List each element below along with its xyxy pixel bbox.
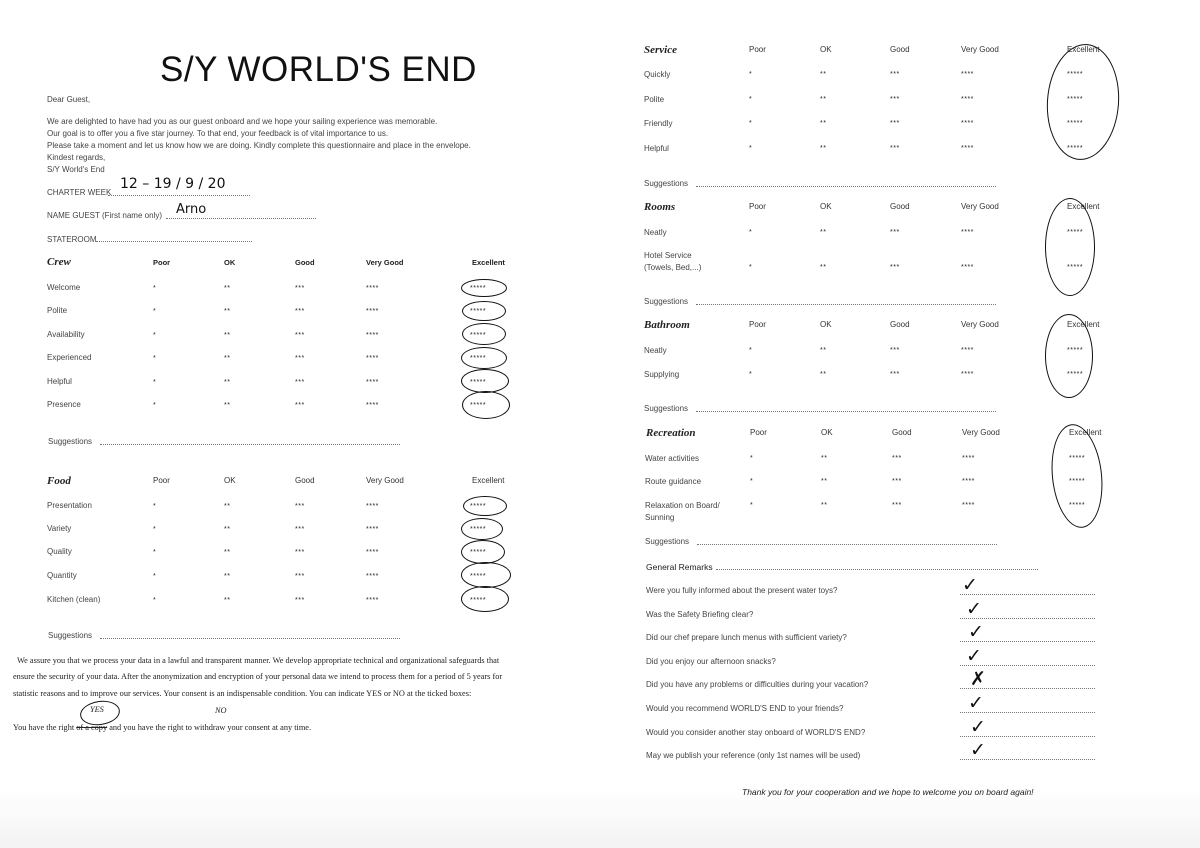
rating-option[interactable]: ****	[961, 120, 974, 127]
rating-option[interactable]: **	[820, 229, 827, 236]
remark-question: Would you recommend WORLD'S END to your friends?	[646, 704, 844, 713]
rating-option[interactable]: ****	[366, 597, 379, 604]
rating-circle	[463, 496, 507, 516]
suggestions-label: Suggestions	[48, 631, 93, 640]
rating-option[interactable]: **	[821, 478, 828, 485]
remark-question: Would you consider another stay onboard of WORLD'S END?	[646, 727, 866, 737]
section-title: Crew	[47, 256, 71, 268]
column-excellent: Excellent	[1067, 320, 1100, 329]
rating-option[interactable]: ***	[295, 503, 305, 510]
thank-you-note: Thank you for your cooperation and we hope to welcome you on board again!	[742, 787, 1034, 797]
rating-option[interactable]: ***	[295, 402, 305, 409]
consent-yes[interactable]: YES	[90, 705, 104, 714]
check-mark-icon[interactable]: ✓	[966, 597, 982, 620]
rating-option[interactable]: *****	[1067, 145, 1084, 152]
rating-option[interactable]: *****	[1069, 502, 1086, 509]
name-label: NAME GUEST (First name only)	[47, 211, 162, 220]
suggestions-label: Suggestions	[48, 437, 93, 446]
rating-option[interactable]: **	[820, 71, 827, 78]
rating-circle	[462, 323, 506, 345]
rating-option[interactable]: ***	[295, 332, 305, 339]
rating-option[interactable]: ***	[890, 96, 900, 103]
row-label: Quantity	[47, 571, 77, 580]
cross-mark-icon[interactable]: ✗	[970, 668, 986, 691]
column-very-good: Very Good	[366, 476, 404, 485]
rating-option[interactable]: **	[224, 355, 231, 362]
rating-circle	[461, 347, 507, 369]
privacy-withdraw: and you have the right to withdraw your consent at any time.	[109, 723, 312, 732]
rating-option[interactable]: ****	[962, 478, 975, 485]
rating-option[interactable]: ***	[890, 120, 900, 127]
rating-option[interactable]: **	[224, 503, 231, 510]
rating-option[interactable]: *	[153, 308, 157, 315]
row-label: Supplying	[644, 370, 680, 379]
rating-option[interactable]: *	[153, 573, 157, 580]
rating-option[interactable]: ****	[366, 308, 379, 315]
rating-option[interactable]: ****	[962, 502, 975, 509]
rating-option[interactable]: ****	[366, 503, 379, 510]
rating-option[interactable]: ***	[890, 347, 900, 354]
rating-option[interactable]: *	[749, 120, 753, 127]
rating-option[interactable]: *****	[470, 355, 487, 362]
row-label: Neatly	[644, 346, 667, 355]
name-line	[166, 218, 316, 219]
rating-option[interactable]: **	[820, 264, 827, 271]
rating-option[interactable]: *****	[1069, 478, 1086, 485]
section-title: Food	[47, 475, 71, 487]
rating-option[interactable]: *****	[470, 379, 487, 386]
column-ok: OK	[820, 202, 832, 211]
rating-circle	[462, 301, 506, 321]
row-label: (Towels, Bed,...)	[644, 263, 702, 272]
suggestions-label: Suggestions	[644, 404, 689, 413]
column-ok: OK	[820, 45, 832, 54]
rating-option[interactable]: **	[224, 379, 231, 386]
rating-option[interactable]: *****	[470, 402, 487, 409]
remark-question: May we publish your reference (only 1st names will be used)	[646, 751, 861, 761]
rating-option[interactable]: *	[749, 145, 753, 152]
remark-question: Were you fully informed about the present water toys?	[646, 586, 838, 595]
rating-option[interactable]: *****	[470, 573, 487, 580]
rating-option[interactable]: **	[224, 308, 231, 315]
row-label: Experienced	[47, 353, 92, 362]
column-ok: OK	[821, 428, 833, 437]
rating-option[interactable]: ***	[295, 549, 305, 556]
rating-option[interactable]: *	[153, 355, 157, 362]
rating-circle	[461, 586, 509, 612]
intro-line: S/Y World's End	[47, 165, 105, 174]
rating-option[interactable]: *	[153, 549, 157, 556]
rating-option[interactable]: **	[820, 96, 827, 103]
row-label: Friendly	[644, 119, 673, 128]
column-very-good: Very Good	[961, 45, 999, 54]
general-remarks-line	[716, 569, 1038, 570]
check-mark-icon[interactable]: ✓	[962, 574, 978, 596]
column-poor: Poor	[153, 476, 170, 485]
rating-option[interactable]: **	[820, 347, 827, 354]
greeting: Dear Guest,	[47, 95, 91, 104]
row-label: Polite	[644, 95, 665, 104]
rating-option[interactable]: ***	[890, 229, 900, 236]
rating-option[interactable]: *	[750, 478, 754, 485]
rating-option[interactable]: **	[224, 573, 231, 580]
rating-option[interactable]: *	[750, 502, 754, 509]
rating-option[interactable]: ***	[892, 478, 902, 485]
intro-line: Our goal is to offer you a five star journey. To that end, your feedback is of vital importance to us.	[47, 129, 389, 138]
rating-option[interactable]: ****	[366, 526, 379, 533]
rating-option[interactable]: **	[224, 597, 231, 604]
row-label: Welcome	[47, 283, 81, 292]
remark-question: Did our chef prepare lunch menus with sufficient variety?	[646, 633, 847, 643]
column-good: Good	[890, 45, 910, 54]
rating-option[interactable]: *****	[470, 308, 487, 315]
remark-answer-line	[960, 594, 1095, 595]
rating-option[interactable]: ****	[961, 71, 974, 78]
column-excellent: Excellent	[1067, 45, 1100, 54]
rating-option[interactable]: ***	[890, 145, 900, 152]
rating-option[interactable]: *	[153, 332, 157, 339]
column-excellent: Excellent	[472, 258, 505, 267]
rating-option[interactable]: **	[820, 371, 827, 378]
rating-option[interactable]: **	[820, 120, 827, 127]
rating-circle	[461, 369, 509, 393]
rating-option[interactable]: *****	[470, 526, 487, 533]
rating-option[interactable]: **	[821, 455, 828, 462]
rating-option[interactable]: ****	[366, 379, 379, 386]
column-good: Good	[892, 428, 912, 437]
rating-option[interactable]: ****	[962, 455, 975, 462]
page-title: S/Y WORLD'S END	[160, 50, 477, 89]
row-label: Variety	[47, 524, 72, 533]
rating-option[interactable]: *	[749, 71, 753, 78]
intro-line: We are delighted to have had you as our guest onboard and we hope your sailing experience was memorable.	[47, 117, 438, 126]
rating-circle	[1047, 422, 1108, 531]
rating-option[interactable]: ****	[961, 145, 974, 152]
privacy-line: ensure the security of your data. After the anonymization and encryption of your personal data we intend to process them for a period of 5 years for	[13, 672, 503, 681]
intro-line: Please take a moment and let us know how we are doing. Kindly complete this questionnaire and place in the envelope.	[47, 141, 471, 150]
rating-option[interactable]: **	[224, 549, 231, 556]
suggestions-line	[696, 411, 996, 412]
rating-option[interactable]: *****	[470, 285, 487, 292]
row-label: Presentation	[47, 501, 92, 510]
row-label: Neatly	[644, 228, 667, 237]
column-poor: Poor	[749, 45, 766, 54]
row-label: Quickly	[644, 70, 671, 79]
rating-option[interactable]: *****	[470, 549, 487, 556]
row-label: Sunning	[645, 513, 675, 522]
section-title: Service	[644, 44, 677, 56]
rating-circle	[1045, 198, 1095, 296]
column-excellent: Excellent	[1069, 428, 1102, 437]
rating-option[interactable]: ****	[961, 229, 974, 236]
rating-option[interactable]: *	[749, 347, 753, 354]
column-ok: OK	[224, 258, 236, 267]
section-title: Rooms	[644, 201, 676, 213]
rating-option[interactable]: ****	[961, 371, 974, 378]
row-label: Helpful	[47, 377, 72, 386]
check-mark-icon[interactable]: ✓	[970, 715, 986, 738]
section-title: Bathroom	[644, 319, 690, 331]
stateroom-label: STATEROOM	[47, 235, 97, 244]
column-excellent: Excellent	[472, 476, 505, 485]
rating-option[interactable]: *	[153, 402, 157, 409]
rating-option[interactable]: **	[224, 285, 231, 292]
column-poor: Poor	[749, 320, 766, 329]
privacy-last-line	[13, 723, 311, 732]
rating-option[interactable]: ****	[961, 96, 974, 103]
row-label: Hotel Service	[644, 251, 692, 260]
column-good: Good	[295, 258, 315, 267]
charter-week-line	[108, 195, 250, 196]
rating-option[interactable]: ****	[961, 347, 974, 354]
charter-week-label: CHARTER WEEK	[47, 188, 112, 197]
suggestions-line	[100, 444, 400, 445]
rating-option[interactable]: *	[750, 455, 754, 462]
rating-option[interactable]: ***	[295, 573, 305, 580]
rating-option[interactable]: *****	[1067, 371, 1084, 378]
remark-question: Did you have any problems or difficulties during your vacation?	[646, 680, 869, 690]
column-good: Good	[295, 476, 315, 485]
rating-option[interactable]: *	[153, 285, 157, 292]
remark-question: Did you enjoy our afternoon snacks?	[646, 656, 776, 666]
rating-option[interactable]: ***	[295, 355, 305, 362]
remark-question: Was the Safety Briefing clear?	[646, 609, 754, 619]
rating-option[interactable]: *****	[470, 503, 487, 510]
column-poor: Poor	[750, 428, 767, 437]
rating-option[interactable]: ****	[961, 264, 974, 271]
rating-option[interactable]: *	[153, 379, 157, 386]
rating-option[interactable]: *	[749, 264, 753, 271]
rating-option[interactable]: **	[820, 145, 827, 152]
rating-option[interactable]: ****	[366, 285, 379, 292]
column-good: Good	[890, 202, 910, 211]
rating-option[interactable]: *****	[1067, 229, 1084, 236]
rating-option[interactable]: ****	[366, 332, 379, 339]
rating-option[interactable]: **	[224, 526, 231, 533]
rating-option[interactable]: ****	[366, 355, 379, 362]
suggestions-label: Suggestions	[644, 297, 689, 306]
rating-option[interactable]: ***	[295, 597, 305, 604]
privacy-right: You have the right	[13, 723, 75, 732]
check-mark-icon[interactable]: ✓	[968, 692, 984, 714]
rating-option[interactable]: *****	[1067, 264, 1084, 271]
intro-line: Kindest regards,	[47, 153, 106, 162]
rating-option[interactable]: *	[749, 96, 753, 103]
column-poor: Poor	[749, 202, 766, 211]
rating-circle	[462, 391, 510, 419]
rating-circle	[461, 518, 503, 540]
rating-option[interactable]: ****	[366, 402, 379, 409]
suggestions-line	[696, 304, 996, 305]
row-label: Presence	[47, 400, 81, 409]
rating-option[interactable]: ***	[295, 526, 305, 533]
row-label: Polite	[47, 306, 68, 315]
row-label: Helpful	[644, 144, 669, 153]
rating-option[interactable]: *	[153, 503, 157, 510]
rating-option[interactable]: **	[224, 402, 231, 409]
rating-option[interactable]: ***	[295, 308, 305, 315]
rating-option[interactable]: ***	[892, 502, 902, 509]
rating-option[interactable]: **	[821, 502, 828, 509]
suggestions-label: Suggestions	[645, 537, 690, 546]
row-label: Availability	[47, 330, 85, 339]
general-remarks-title: General Remarks	[646, 562, 713, 572]
rating-option[interactable]: *****	[470, 332, 487, 339]
row-label: Water activities	[645, 454, 699, 463]
column-very-good: Very Good	[961, 202, 999, 211]
consent-no[interactable]: NO	[215, 706, 227, 715]
column-poor: Poor	[153, 258, 171, 267]
rating-option[interactable]: ***	[890, 371, 900, 378]
column-ok: OK	[820, 320, 832, 329]
rating-option[interactable]: ***	[295, 379, 305, 386]
privacy-copy: of a copy	[76, 723, 108, 732]
rating-option[interactable]: ***	[890, 264, 900, 271]
name-value[interactable]: Arno	[176, 202, 207, 217]
rating-option[interactable]: *****	[1069, 455, 1086, 462]
rating-option[interactable]: ***	[890, 71, 900, 78]
rating-option[interactable]: ***	[892, 455, 902, 462]
suggestions-line	[100, 638, 400, 639]
rating-circle	[461, 279, 507, 297]
charter-week-value[interactable]: 12 – 19 / 9 / 20	[120, 176, 226, 192]
rating-option[interactable]: *	[749, 229, 753, 236]
rating-option[interactable]: ****	[366, 549, 379, 556]
column-ok: OK	[224, 476, 236, 485]
check-mark-icon[interactable]: ✓	[970, 739, 986, 762]
stateroom-line	[96, 241, 252, 242]
rating-circle	[461, 540, 505, 564]
row-label: Quality	[47, 547, 72, 556]
column-excellent: Excellent	[1067, 202, 1100, 211]
rating-option[interactable]: *	[153, 526, 157, 533]
privacy-line: statistic reasons and to improve our services. Your consent is an indispensable condition. You can indicate YES or NO at the ticked boxes:	[13, 689, 472, 698]
suggestions-label: Suggestions	[644, 179, 689, 188]
rating-option[interactable]: ****	[366, 573, 379, 580]
rating-option[interactable]: *****	[1067, 96, 1084, 103]
privacy-line: We assure you that we process your data in a lawful and transparent manner. We develop appropriate technical and organizational safeguards that	[17, 656, 500, 665]
page-shadow	[0, 788, 1200, 848]
rating-circle	[1045, 314, 1093, 398]
rating-option[interactable]: *****	[1067, 71, 1084, 78]
column-very-good: Very Good	[961, 320, 999, 329]
suggestions-line	[697, 544, 997, 545]
rating-option[interactable]: *	[749, 371, 753, 378]
rating-option[interactable]: ***	[295, 285, 305, 292]
rating-circle	[461, 562, 511, 588]
column-very-good: Very Good	[962, 428, 1000, 437]
row-label: Route guidance	[645, 477, 702, 486]
rating-option[interactable]: *****	[1067, 347, 1084, 354]
suggestions-line	[696, 186, 996, 187]
column-good: Good	[890, 320, 910, 329]
rating-option[interactable]: *****	[470, 597, 487, 604]
rating-option[interactable]: **	[224, 332, 231, 339]
check-mark-icon[interactable]: ✓	[966, 644, 982, 667]
rating-option[interactable]: *****	[1067, 120, 1084, 127]
row-label: Kitchen (clean)	[47, 595, 101, 604]
check-mark-icon[interactable]: ✓	[968, 621, 984, 644]
section-title: Recreation	[646, 427, 696, 439]
row-label: Relaxation on Board/	[645, 501, 720, 510]
rating-option[interactable]: *	[153, 597, 157, 604]
column-very-good: Very Good	[366, 258, 404, 267]
